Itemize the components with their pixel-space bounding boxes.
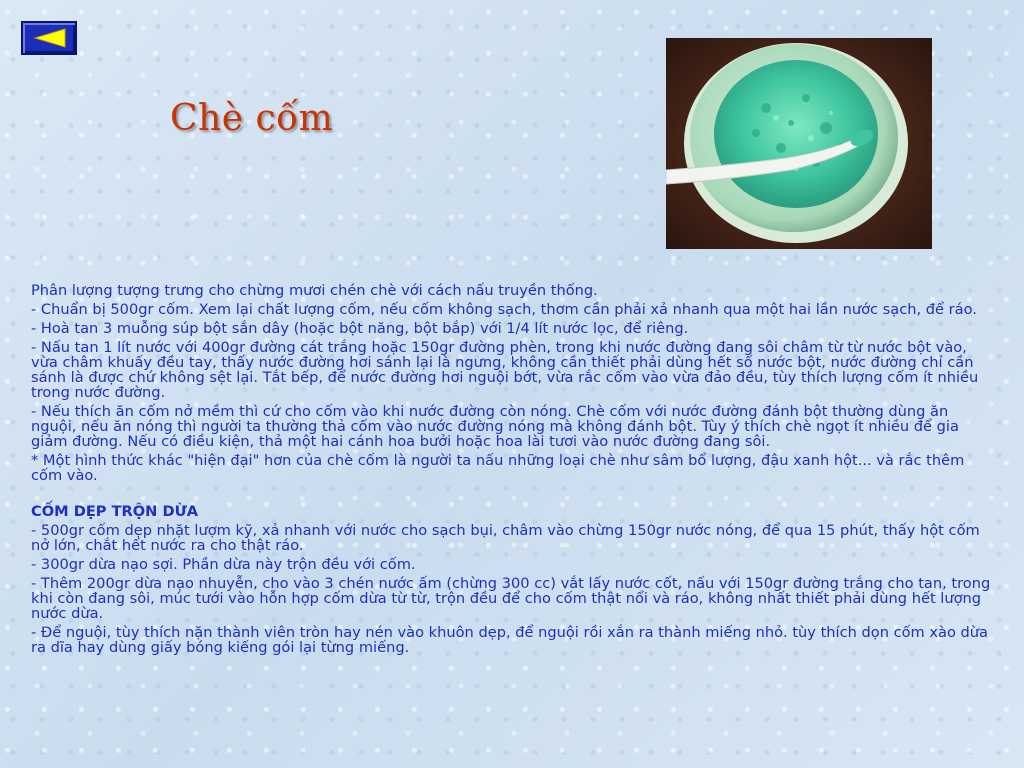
section-heading: CỐM DẸP TRỘN DỪA xyxy=(31,503,199,520)
triangle-left-icon xyxy=(33,28,67,48)
spacer xyxy=(31,487,993,502)
paragraph: - Nấu tan 1 lít nước với 400gr đường cát trắng hoặc 150gr đường phèn, trong khi nước đường đang sôi châm từ từ nước bột vào, vừa châm khuấy đều tay, thấy nước đường hơi sánh lại là ngưng, không cần thiết phải dùng hết số nước bột, nước đường chỉ cần sánh là được chứ không sệt lại. Tắt bếp, để nước đường hơi nguội bớt, vừa rắc cốm vào vừa đảo đều, tùy thích lượng cốm ít nhiều trong nước đường. xyxy=(31,339,979,401)
back-button[interactable] xyxy=(21,21,77,55)
paragraph: - 300gr dừa nạo sợi. Phần dừa này trộn đều với cốm. xyxy=(31,556,416,573)
paragraph: * Một hình thức khác "hiện đại" hơn của chè cốm là người ta nấu những loại chè như sâm bổ lượng, đậu xanh hột... và rắc thêm cốm vào. xyxy=(31,452,965,484)
paragraph: - Để nguội, tùy thích nặn thành viên tròn hay nén vào khuôn dẹp, để nguội rồi xắn ra thành miếng nhỏ. tùy thích dọn cốm xào dừa ra dĩa hay dùng giấy bóng kiếng gói lại từng miếng. xyxy=(31,624,989,656)
recipe-content xyxy=(31,283,993,659)
paragraph: - Nếu thích ăn cốm nở mềm thì cứ cho cốm vào khi nước đường còn nóng. Chè cốm với nước đường đánh bột thường dùng ăn nguội, nếu ăn nóng thì người ta thường thả cốm vào nước đường nóng mà không đánh bột. Tùy ý thích chè ngọt ít nhiều để gia giảm đường. Nếu có điều kiện, thả một hai cánh hoa bưởi hoặc hoa lài tươi vào nước đường đang sôi. xyxy=(31,403,959,450)
paragraph: - Hoà tan 3 muỗng súp bột sắn dây (hoặc bột năng, bột bắp) với 1/4 lít nước lọc, để riêng. xyxy=(31,320,689,337)
paragraph: - Thêm 200gr dừa nạo nhuyễn, cho vào 3 chén nước ấm (chừng 300 cc) vắt lấy nước cốt, nấu với 150gr đường trắng cho tan, trong khi còn đang sôi, múc tưới vào hỗn hợp cốm dừa từ từ, trộn đều để cho cốm thật nổi và ráo, không nhất thiết phải dùng hết lượng nước dừa. xyxy=(31,575,991,622)
green-dessert-bowl-photo xyxy=(666,38,932,249)
paragraph: - 500gr cốm dẹp nhặt lượm kỹ, xả nhanh với nước cho sạch bụi, châm vào chừng 150gr nước nóng, để qua 15 phút, thấy hột cốm nở lớn, chắt hết nước ra cho thật ráo. xyxy=(31,522,980,554)
page-title: Chè cốm xyxy=(170,98,334,139)
paragraph: - Chuẩn bị 500gr cốm. Xem lại chất lượng cốm, nếu cốm không sạch, thơm cần phải xả nhanh qua một hai lần nước sạch, để ráo. xyxy=(31,301,977,318)
paragraph: Phân lượng tượng trưng cho chừng mươi chén chè với cách nấu truyền thống. xyxy=(31,282,598,299)
